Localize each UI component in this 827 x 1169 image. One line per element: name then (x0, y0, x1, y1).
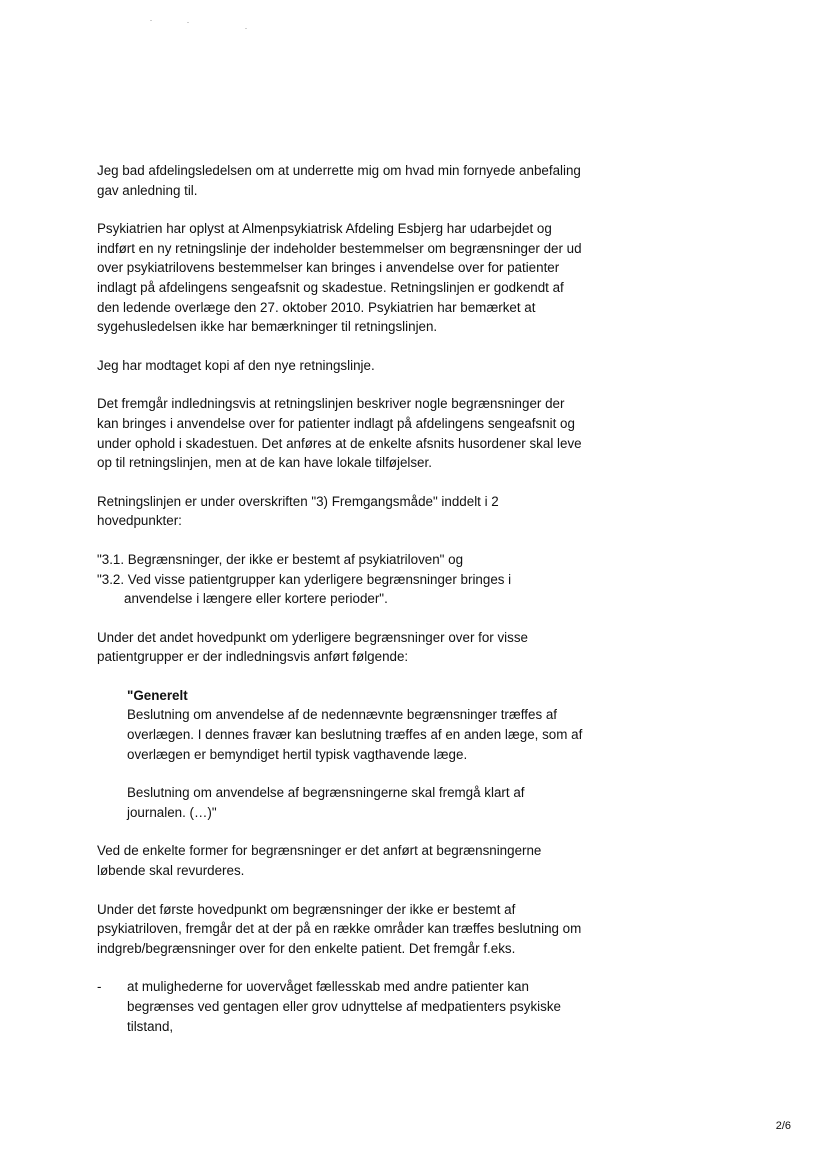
bullet-dash: - (97, 979, 102, 995)
quote-text-2: Beslutning om anvendelse af begrænsningerne skal fremgå klart af journalen. (…)" (127, 785, 525, 820)
bullet-item (97, 977, 583, 1036)
paragraph-4: Det fremgår indledningsvis at retningslinjen beskriver nogle begrænsninger der kan bringes i anvendelse over for patienter indlagt på afdelingens sengeafsnit og under ophold i skadestuen. Det anføres at de enkelte afsnits husordener skal leve op til retningslinjen, men at de kan have lokale tilføjelser. (97, 396, 582, 471)
main-point-item: "3.1. Begrænsninger, der ikke er bestemt af psykiatriloven" og (97, 551, 464, 567)
block-quote (97, 686, 583, 823)
main-point-item: "3.2. Ved visse patientgrupper kan yderligere begrænsninger bringes i anvendelse i længere eller kortere perioder". (97, 571, 512, 607)
main-points-list (97, 550, 583, 609)
paragraph-8: Under det første hovedpunkt om begrænsninger der ikke er bestemt af psykiatriloven, fremgår det at der på en række områder kan træffes beslutning om indgreb/begrænsninger over for den enkelte patient. Det fremgår f.eks. (97, 901, 582, 956)
quote-text-1: Beslutning om anvendelse af de nedennævnte begrænsninger træffes af overlægen. I dennes fravær kan beslutning træffes af en anden læge, som af overlægen er bemyndiget hertil typisk vagthavende læge. (127, 707, 583, 762)
paragraph-6: Under det andet hovedpunkt om yderligere begrænsninger over for visse patientgrupper er der indledningsvis anført følgende: (97, 629, 528, 665)
paragraph-7: Ved de enkelte former for begrænsninger er det anført at begrænsningerne løbende skal revurderes. (97, 843, 542, 879)
paragraph-5: Retningslinjen er under overskriften "3) Fremgangsmåde" inddelt i 2 hovedpunkter: (97, 493, 499, 529)
bullet-text: at mulighederne for uovervåget fællesskab med andre patienter kan begrænses ved gentagen eller grov udnyttelse af medpatienters psykiske tilstand, (127, 979, 561, 1034)
quote-heading: "Generelt (127, 687, 188, 703)
paragraph-1: Jeg bad afdelingsledelsen om at underrette mig om hvad min fornyede anbefaling gav anledning til. (97, 163, 581, 198)
document-body (97, 161, 583, 1036)
page-number: 2/6 (775, 1120, 791, 1132)
paragraph-2: Psykiatrien har oplyst at Almenpsykiatrisk Afdeling Esbjerg har udarbejdet og indført en ny retningslinje der indeholder bestemmelser om begrænsninger der ud over psykiatrilovens bestemmelser kan bringes i anvendelse over for patienter indlagt på afdelingens sengeafsnit og skadestue. Retningslinjen er godkendt af den ledende overlæge den 27. oktober 2010. Psykiatrien har bemærket at sygehusledelsen ikke har bemærkninger til retningslinjen. (97, 221, 582, 335)
paragraph-3: Jeg har modtaget kopi af den nye retningslinje. (97, 357, 375, 373)
